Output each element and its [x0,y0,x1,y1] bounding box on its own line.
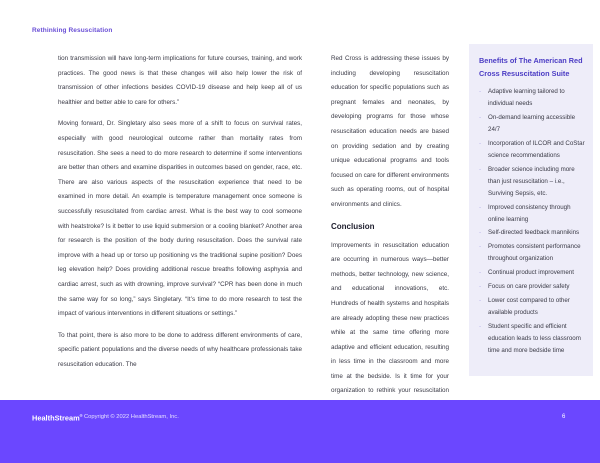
bullet-icon: · [479,139,482,147]
conclusion-paragraph: Improvements in resuscitation education are occurring in numerous ways—better methods, better technology, new science, and educational innovations, etc. Hundreds of health systems and hospitals are already adopting these new practices while at the same time offering more adaptive and efficient education, resulting in less time in the classroom and more time at the bedside. Is it time for your organization to rethink your resuscitation [331,241,449,395]
section-heading: Conclusion [331,221,375,231]
sidebar-title: Benefits of The American Red Cross Resuscitation Suite [479,56,583,78]
bullet-icon: · [479,322,482,330]
list-item [479,321,585,357]
list-item-text: Student specific and efficient education leads to less classroom time and more bedside time [488,322,581,354]
bullet-icon: · [479,243,482,251]
bullet-icon: · [479,203,482,211]
list-item [479,281,585,293]
list-item-text: Focus on care provider safety [488,282,570,290]
running-head: Rethinking Resuscitation [32,27,113,34]
body-paragraph: Moving forward, Dr. Singletary also sees more of a shift to focus on survival rates, especially with good neurological outcome rather than mortality rates from resuscitation. She sees a need to do more research to determine if some interventions are better than others and examine disparities in outcomes based on gender, race, etc. There are also various aspects of the resuscitation experience that need to be examined in more detail. An example is temperature management once someone is successfully resuscitated from cardiac arrest. What is the best way to cool someone with heatstroke? Is it better to use liquid submersion or a cooling blanket? Another area for research is the position of the body during resuscitation. Does the survival rate improve with a head up or torso up positioning vs the traditional supine position? Does leg elevation help? Does providing additional rescue breaths following asphyxia and cardiac arrest, such as with drowning, improve survival? “CPR has been done in much the same way for so long,” says Singletary. “It’s time to do more research to test the impact of various interventions in different situations or settings.” [58,120,302,318]
bullet-icon: · [479,113,482,121]
list-item-text: Incorporation of ILCOR and CoStar science recommendations [488,139,585,159]
bullet-icon: · [479,269,482,277]
bullet-icon: · [479,229,482,237]
bullet-icon: · [479,296,482,304]
registered-mark: ® [79,413,83,418]
bullet-icon: · [479,282,482,290]
page-footer [0,400,600,463]
list-item-text: Self-directed feedback mannikins [488,229,580,237]
list-item [479,86,585,110]
middle-column [331,52,449,421]
left-column [58,52,302,379]
body-paragraph: To that point, there is also more to be done to address different environments of care, specific patient populations and the diverse needs of why healthcare professionals take resuscitation education. The [58,331,302,368]
benefits-list [479,86,585,357]
list-item-text: Continual product improvement [488,269,574,277]
benefits-sidebar [469,44,593,376]
list-item-text: On-demand learning accessible 24/7 [488,113,576,133]
list-item-text: Lower cost compared to other available products [488,296,570,316]
body-paragraph: Red Cross is addressing these issues by including developing resuscitation education for specific populations such as pregnant females and neonates, by developing programs for those whose resuscitation education needs are based on providing sedation and by creating unique educational programs and tools focused on care for different environments such as operating rooms, out of hospital environments and clinics. [331,55,449,208]
list-item [479,164,585,200]
page-number: 6 [562,414,566,420]
list-item [479,227,585,239]
list-item [479,295,585,319]
healthstream-logo [32,413,83,422]
brand-name: HealthStream [32,413,80,423]
list-item [479,241,585,265]
list-item [479,267,585,279]
list-item-text: Promotes consistent performance throughout organization [488,243,581,263]
bullet-icon: · [479,88,482,95]
copyright-notice: Copyright © 2022 HealthStream, Inc. [84,414,179,420]
list-item-text: Broader science including more than just resuscitation – i.e., Surviving Sepsis, etc. [488,165,575,197]
bullet-icon: · [479,165,482,173]
list-item-text: Adaptive learning tailored to individual needs [488,88,565,108]
list-item [479,138,585,162]
list-item-text: Improved consistency through online learning [488,203,571,223]
body-paragraph: tion transmission will have long-term implications for future courses, training, and work practices. The good news is that these changes will also help lower the risk of transmission of other infections besides COVID-19 disease and help keep all of us healthier and better able to care for others.” [58,55,302,106]
list-item [479,202,585,226]
list-item [479,112,585,136]
